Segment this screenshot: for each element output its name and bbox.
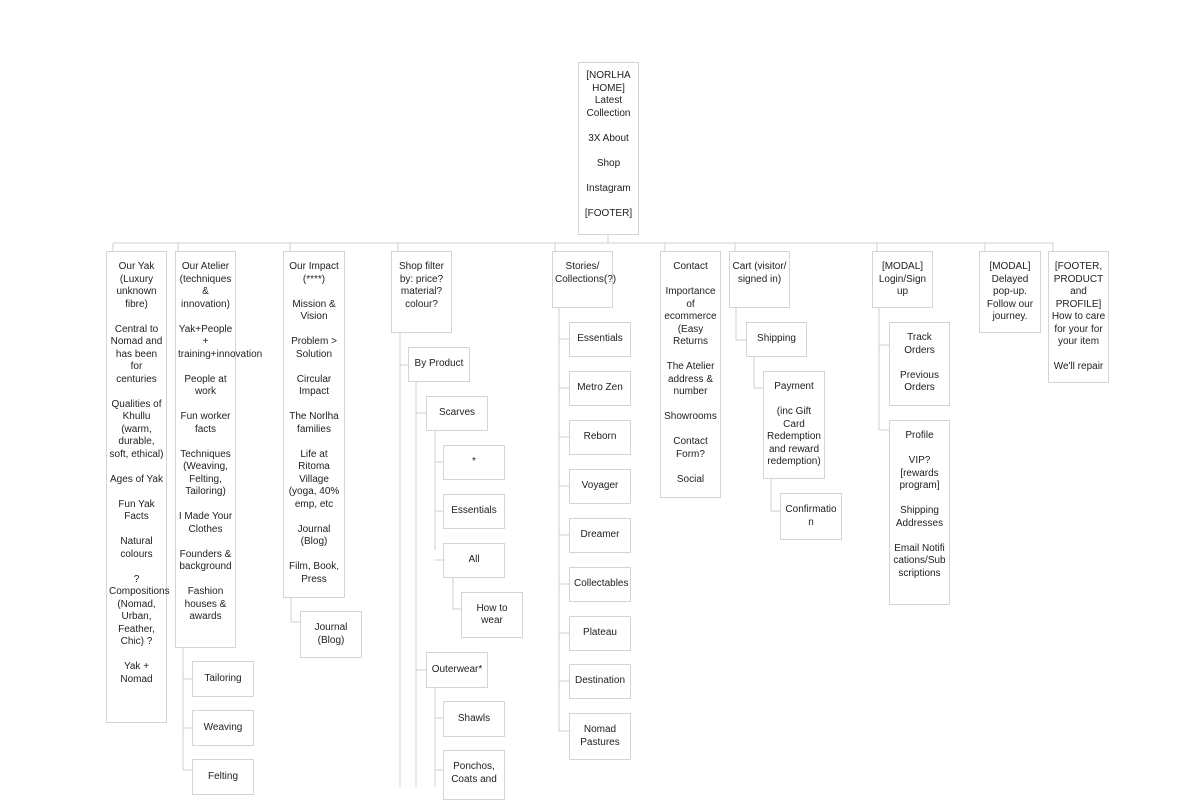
- how-to-wear-node: [461, 592, 523, 638]
- node-line: Yak + Nomad: [120, 661, 153, 685]
- node-line: Film, Book, Press: [288, 561, 339, 585]
- payment-node: [763, 371, 825, 479]
- node-label: Reborn: [583, 431, 617, 443]
- node-line: VIP? [rewards program]: [899, 455, 940, 491]
- felting-node: [192, 759, 254, 795]
- node-label: Dreamer: [580, 529, 620, 541]
- connector: [416, 381, 427, 787]
- node-line: Techniques (Weaving, Felting, Tailoring): [180, 448, 231, 497]
- node-label: Weaving: [203, 721, 243, 733]
- node-line: [FOOTER, PRODUCT and PROFILE] How to care for your for your item: [1051, 261, 1106, 347]
- node-label: *: [472, 456, 476, 468]
- collection-plateau-node: [569, 616, 631, 651]
- home-latest-collection: Latest Collection: [586, 95, 631, 119]
- home-title: [NORLHA HOME]: [586, 70, 631, 94]
- connector: [400, 333, 409, 787]
- weaving-node: [192, 710, 254, 746]
- node-line: Previous Orders: [900, 369, 939, 393]
- home-node: [578, 62, 639, 235]
- node-line: ? Compositions (Nomad, Urban, Feather, Chic) ?: [109, 573, 170, 647]
- collection-voyager-node: [569, 469, 631, 504]
- ponchos-node: [443, 750, 505, 800]
- node-line: Importance of ecommerce (Easy Returns: [664, 286, 717, 347]
- node-line: Profile: [905, 430, 934, 441]
- node-line: Social: [676, 473, 705, 485]
- tailoring-node: [192, 661, 254, 697]
- node-line: The Atelier address & number: [666, 361, 715, 397]
- node-line: Ages of Yak: [110, 473, 163, 485]
- node-line: Central to Nomad and has been for centuries: [110, 323, 163, 385]
- node-line: Payment: [774, 381, 814, 392]
- impact-journal-node: [300, 611, 362, 658]
- node-line: Founders & background: [179, 548, 232, 572]
- node-label: Voyager: [581, 480, 619, 492]
- node-line: Fun Yak Facts: [118, 498, 155, 522]
- node-label: Outerwear*: [431, 663, 483, 675]
- node-line: Fashion houses & awards: [184, 586, 227, 622]
- node-line: Mission & Vision: [292, 298, 336, 322]
- node-line: Contact: [673, 261, 708, 272]
- collection-destination-node: [569, 664, 631, 699]
- node-line: We'll repair: [1053, 361, 1104, 372]
- outerwear-node: [426, 652, 488, 688]
- node-line: Qualities of Khullu (warm, durable, soft, ethical): [109, 398, 164, 460]
- node-label: Tailoring: [204, 672, 242, 684]
- node-line: Circular Impact: [296, 373, 332, 397]
- home-footer: [FOOTER]: [584, 207, 633, 219]
- node-line: Our Yak (Luxury unknown fibre): [116, 261, 157, 310]
- node-line: Shipping Addresses: [895, 505, 944, 529]
- login-modal-node: [872, 251, 933, 308]
- collection-dreamer-node: [569, 518, 631, 553]
- contact-node: [660, 251, 721, 498]
- home-shop: Shop: [596, 157, 621, 169]
- node-line: [MODAL] Login/Sign up: [878, 261, 927, 297]
- node-label: Felting: [207, 770, 238, 782]
- collection-metro-zen-node: [569, 371, 631, 406]
- by-product-node: [408, 347, 470, 382]
- node-line: Showrooms: [664, 411, 717, 422]
- node-line: The Norlha families: [289, 411, 339, 435]
- shawls-node: [443, 701, 505, 737]
- node-label: Shipping: [757, 333, 796, 345]
- scarves-node: [426, 396, 488, 431]
- node-line: Cart (visitor/ signed in): [732, 261, 787, 285]
- node-line: Contact Form?: [673, 436, 708, 460]
- popup-modal-node: [979, 251, 1041, 333]
- node-label: Metro Zen: [577, 382, 623, 394]
- node-line: Problem > Solution: [291, 336, 337, 360]
- node-label: Confirmation: [785, 504, 837, 528]
- node-line: Yak+People + training+innovation: [178, 323, 263, 360]
- all-scarves-node: [443, 543, 505, 578]
- node-line: (inc Gift Card Redemption and reward redemption): [767, 406, 821, 467]
- our-yak-node: [106, 251, 170, 723]
- essentials-scarves-node: [443, 494, 505, 529]
- node-line: Life at Ritoma Village (yoga, 40% emp, etc: [288, 448, 340, 510]
- node-label: All: [468, 554, 480, 566]
- node-line: People at work: [184, 373, 227, 397]
- star-node: [443, 445, 505, 480]
- collection-essentials-node: [569, 322, 631, 357]
- node-line: Shop filter by: price? material? colour?: [398, 261, 445, 310]
- cart-node: [729, 251, 790, 308]
- node-line: Our Impact (****): [289, 261, 339, 285]
- confirmation-node: [780, 493, 842, 540]
- stories-node: [552, 251, 617, 308]
- node-line: Our Atelier (techniques & innovation): [179, 261, 232, 310]
- shop-node: [391, 251, 452, 333]
- node-line: Stories/ Collections(?): [555, 261, 617, 285]
- node-label: Shawls: [457, 712, 491, 724]
- node-line: Fun worker facts: [180, 411, 231, 435]
- node-label: Journal (Blog): [314, 622, 348, 646]
- node-label: Scarves: [438, 407, 476, 419]
- node-line: Track Orders: [904, 332, 935, 356]
- collection-nomad-pastures-node: [569, 713, 631, 760]
- node-line: [MODAL] Delayed pop-up. Follow our journey.: [986, 261, 1034, 322]
- home-about: 3X About: [588, 132, 629, 144]
- orders-node: [889, 322, 950, 406]
- node-label: Ponchos, Coats and: [451, 761, 497, 785]
- home-instagram: Instagram: [586, 182, 631, 194]
- collection-collectables-node: [569, 567, 631, 602]
- footer-node: [1048, 251, 1109, 383]
- collection-reborn-node: [569, 420, 631, 455]
- node-line: Journal (Blog): [297, 523, 331, 547]
- node-label: Plateau: [583, 627, 617, 639]
- shipping-node: [746, 322, 807, 357]
- node-label: By Product: [414, 358, 464, 370]
- node-label: Essentials: [577, 333, 623, 345]
- node-label: Destination: [574, 675, 626, 687]
- node-label: Collectables: [574, 578, 629, 590]
- node-line: Email Notifications/Subscriptions: [893, 542, 946, 579]
- our-atelier-node: [175, 251, 263, 648]
- our-impact-node: [283, 251, 345, 598]
- node-line: I Made Your Clothes: [178, 511, 233, 535]
- node-label: How to wear: [476, 602, 508, 626]
- node-line: Natural colours: [120, 536, 153, 560]
- profile-node: [889, 420, 950, 605]
- node-label: Essentials: [451, 505, 497, 517]
- node-label: Nomad Pastures: [580, 724, 620, 748]
